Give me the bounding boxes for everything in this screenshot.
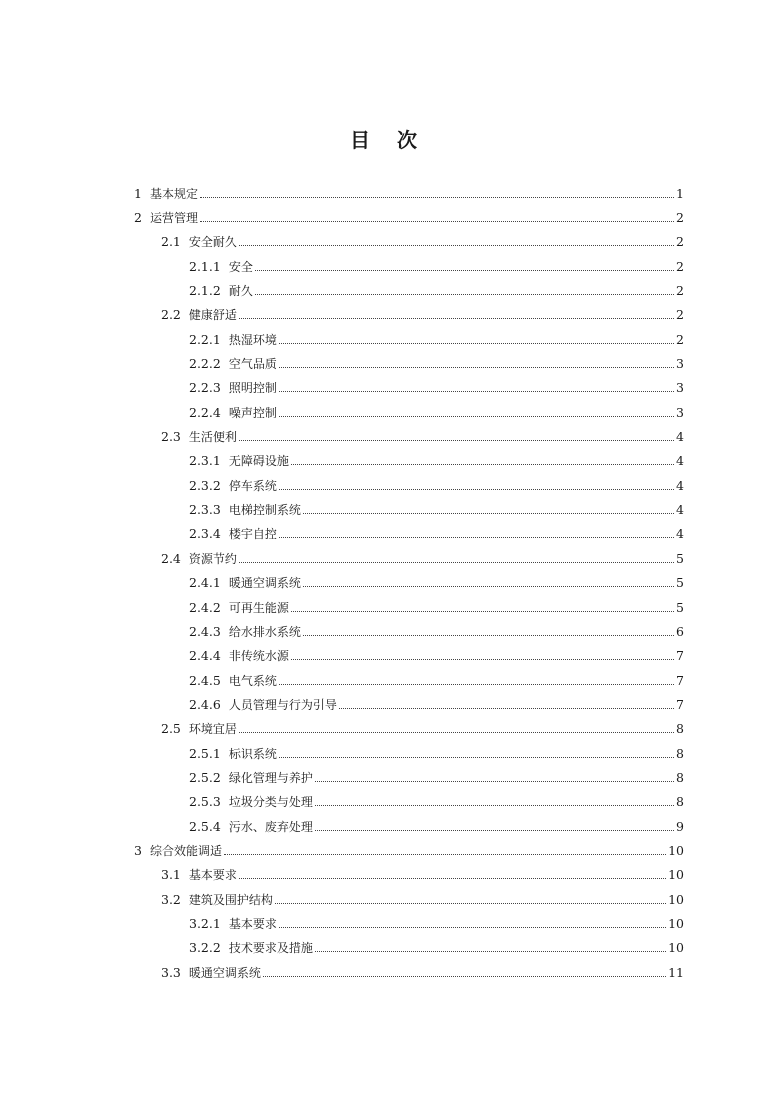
toc-entry-label: 楼宇自控	[228, 527, 277, 542]
toc-entry-number: 2	[134, 210, 142, 226]
toc-entry-page: 2	[676, 258, 684, 274]
toc-leader-dots	[279, 757, 674, 758]
toc-entry[interactable]	[0, 960, 777, 984]
toc-entry-number: 2.4.2	[189, 599, 221, 615]
toc-entry-label: 建筑及围护结构	[188, 892, 273, 907]
toc-entry-page: 5	[676, 599, 684, 615]
toc-entry-label: 照明控制	[228, 381, 277, 396]
toc-entry-page: 5	[676, 575, 684, 591]
toc-entry-page: 10	[668, 940, 684, 956]
toc-leader-dots	[303, 513, 674, 514]
toc-leader-dots	[291, 464, 674, 465]
toc-entry[interactable]	[0, 619, 777, 643]
toc-entry-label: 非传统水源	[228, 649, 289, 664]
toc-entry-label: 耐久	[228, 284, 253, 299]
toc-entry-page: 1	[676, 185, 684, 201]
toc-entry-label: 绿化管理与养护	[228, 770, 313, 785]
toc-entry-label: 安全耐久	[188, 235, 237, 250]
toc-entry-number: 3.2.2	[189, 940, 221, 956]
toc-entry[interactable]	[0, 765, 777, 789]
page-title: 目 次	[350, 128, 427, 152]
toc-leader-dots	[200, 221, 674, 222]
toc-entry-label: 基本要求	[228, 916, 277, 931]
toc-entry-label: 无障碍设施	[228, 454, 289, 469]
toc-leader-dots	[239, 245, 674, 246]
toc-leader-dots	[224, 854, 666, 855]
toc-entry[interactable]	[0, 644, 777, 668]
toc-entry[interactable]	[0, 303, 777, 327]
toc-entry-label: 标识系统	[228, 746, 277, 761]
toc-entry[interactable]	[0, 497, 777, 521]
toc-leader-dots	[303, 635, 674, 636]
toc-entry-number: 2.5	[161, 721, 181, 737]
toc-entry-number: 3	[134, 842, 142, 858]
toc-entry-label: 人员管理与行为引导	[228, 697, 337, 712]
toc-leader-dots	[291, 659, 674, 660]
toc-leader-dots	[255, 294, 674, 295]
toc-leader-dots	[279, 343, 674, 344]
toc-entry-page: 7	[676, 672, 684, 688]
toc-entry-page: 7	[676, 648, 684, 664]
toc-leader-dots	[200, 197, 674, 198]
toc-entry-number: 2.3.4	[189, 526, 221, 542]
toc-leader-dots	[279, 367, 674, 368]
toc-entry-number: 2.1	[161, 234, 181, 250]
toc-entry-label: 暖通空调系统	[188, 965, 261, 980]
toc-entry-number: 3.2	[161, 891, 181, 907]
toc-entry[interactable]	[0, 449, 777, 473]
table-of-contents	[0, 181, 777, 984]
toc-leader-dots	[339, 708, 674, 709]
toc-leader-dots	[315, 830, 674, 831]
toc-entry-label: 安全	[228, 259, 253, 274]
toc-entry-page: 11	[668, 964, 684, 980]
toc-entry-number: 2.2.3	[189, 380, 221, 396]
toc-leader-dots	[239, 732, 674, 733]
toc-entry-number: 2.4.1	[189, 575, 221, 591]
toc-leader-dots	[279, 391, 674, 392]
toc-entry-page: 10	[668, 915, 684, 931]
toc-entry-number: 2.5.4	[189, 818, 221, 834]
toc-entry-number: 2.5.3	[189, 794, 221, 810]
toc-leader-dots	[315, 781, 674, 782]
toc-entry[interactable]	[0, 717, 777, 741]
toc-leader-dots	[239, 562, 674, 563]
toc-entry-label: 可再生能源	[228, 600, 289, 615]
toc-entry-page: 10	[668, 891, 684, 907]
toc-entry[interactable]	[0, 692, 777, 716]
toc-entry-number: 3.1	[161, 867, 181, 883]
toc-entry-page: 9	[676, 818, 684, 834]
toc-leader-dots	[315, 805, 674, 806]
toc-leader-dots	[239, 440, 674, 441]
toc-entry-label: 基本规定	[149, 186, 198, 201]
toc-leader-dots	[279, 927, 666, 928]
toc-entry-page: 4	[676, 526, 684, 542]
toc-leader-dots	[315, 951, 666, 952]
toc-entry[interactable]	[0, 327, 777, 351]
toc-entry-label: 资源节约	[188, 551, 237, 566]
toc-entry-label: 给水排水系统	[228, 624, 301, 639]
toc-entry-label: 电气系统	[228, 673, 277, 688]
toc-entry-label: 空气品质	[228, 357, 277, 372]
toc-entry-number: 2.5.2	[189, 769, 221, 785]
toc-entry[interactable]	[0, 571, 777, 595]
toc-entry-page: 8	[676, 794, 684, 810]
toc-entry-number: 2.3.1	[189, 453, 221, 469]
toc-entry-number: 2.3.3	[189, 502, 221, 518]
toc-entry-number: 2.3	[161, 429, 181, 445]
toc-entry[interactable]	[0, 741, 777, 765]
toc-entry-page: 3	[676, 356, 684, 372]
toc-entry[interactable]	[0, 254, 777, 278]
toc-entry[interactable]	[0, 887, 777, 911]
toc-entry[interactable]	[0, 230, 777, 254]
toc-entry-page: 3	[676, 404, 684, 420]
toc-entry-page: 8	[676, 769, 684, 785]
toc-entry-label: 综合效能调适	[149, 843, 222, 858]
toc-leader-dots	[279, 537, 674, 538]
toc-entry-label: 技术要求及措施	[228, 941, 313, 956]
toc-entry-page: 7	[676, 696, 684, 712]
toc-entry[interactable]	[0, 838, 777, 862]
toc-entry[interactable]	[0, 595, 777, 619]
toc-leader-dots	[263, 976, 666, 977]
toc-entry-page: 2	[676, 234, 684, 250]
toc-entry-page: 4	[676, 477, 684, 493]
toc-entry-number: 2.2.4	[189, 404, 221, 420]
toc-entry-page: 8	[676, 745, 684, 761]
toc-entry-label: 热湿环境	[228, 332, 277, 347]
toc-entry-page: 2	[676, 331, 684, 347]
toc-leader-dots	[279, 684, 674, 685]
toc-entry-label: 污水、废弃处理	[228, 819, 313, 834]
toc-entry-number: 2.4.5	[189, 672, 221, 688]
toc-entry-number: 2.2	[161, 307, 181, 323]
toc-entry-number: 2.3.2	[189, 477, 221, 493]
toc-leader-dots	[239, 878, 666, 879]
toc-entry-number: 2.4.6	[189, 696, 221, 712]
toc-entry-label: 生活便利	[188, 430, 237, 445]
toc-leader-dots	[291, 611, 674, 612]
toc-entry[interactable]	[0, 546, 777, 570]
toc-entry-page: 2	[676, 307, 684, 323]
toc-leader-dots	[239, 318, 674, 319]
toc-entry-number: 2.2.1	[189, 331, 221, 347]
toc-entry-page: 3	[676, 380, 684, 396]
toc-entry-label: 电梯控制系统	[228, 503, 301, 518]
toc-entry[interactable]	[0, 205, 777, 229]
toc-entry-number: 2.4.3	[189, 623, 221, 639]
toc-entry-number: 2.5.1	[189, 745, 221, 761]
toc-leader-dots	[279, 416, 674, 417]
toc-entry-number: 2.4.4	[189, 648, 221, 664]
toc-entry[interactable]	[0, 400, 777, 424]
toc-entry[interactable]	[0, 863, 777, 887]
toc-entry-number: 2.1.2	[189, 283, 221, 299]
toc-entry[interactable]	[0, 376, 777, 400]
toc-entry-page: 4	[676, 502, 684, 518]
toc-leader-dots	[255, 270, 674, 271]
toc-entry-number: 2.1.1	[189, 258, 221, 274]
toc-entry[interactable]	[0, 278, 777, 302]
toc-entry[interactable]	[0, 351, 777, 375]
toc-entry-label: 环境宜居	[188, 722, 237, 737]
toc-entry-page: 6	[676, 623, 684, 639]
toc-entry-label: 暖通空调系统	[228, 576, 301, 591]
toc-entry-label: 基本要求	[188, 868, 237, 883]
toc-entry[interactable]	[0, 668, 777, 692]
toc-entry-number: 1	[134, 185, 142, 201]
toc-entry-page: 2	[676, 283, 684, 299]
toc-entry-label: 噪声控制	[228, 405, 277, 420]
toc-entry-page: 4	[676, 429, 684, 445]
toc-entry[interactable]	[0, 181, 777, 205]
toc-entry-page: 4	[676, 453, 684, 469]
toc-entry-label: 健康舒适	[188, 308, 237, 323]
toc-entry-page: 8	[676, 721, 684, 737]
toc-entry[interactable]	[0, 911, 777, 935]
toc-entry-number: 3.3	[161, 964, 181, 980]
toc-leader-dots	[303, 586, 674, 587]
toc-entry-number: 3.2.1	[189, 915, 221, 931]
toc-entry[interactable]	[0, 790, 777, 814]
toc-entry-page: 10	[668, 842, 684, 858]
toc-leader-dots	[275, 903, 666, 904]
toc-entry-label: 垃圾分类与处理	[228, 795, 313, 810]
toc-entry[interactable]	[0, 424, 777, 448]
toc-entry-label: 停车系统	[228, 478, 277, 493]
toc-entry[interactable]	[0, 522, 777, 546]
toc-entry-number: 2.2.2	[189, 356, 221, 372]
toc-entry-page: 5	[676, 550, 684, 566]
toc-entry[interactable]	[0, 473, 777, 497]
toc-entry-label: 运营管理	[149, 211, 198, 226]
toc-leader-dots	[279, 489, 674, 490]
toc-entry[interactable]	[0, 814, 777, 838]
toc-entry-number: 2.4	[161, 550, 181, 566]
toc-entry[interactable]	[0, 936, 777, 960]
toc-entry-page: 10	[668, 867, 684, 883]
toc-entry-page: 2	[676, 210, 684, 226]
